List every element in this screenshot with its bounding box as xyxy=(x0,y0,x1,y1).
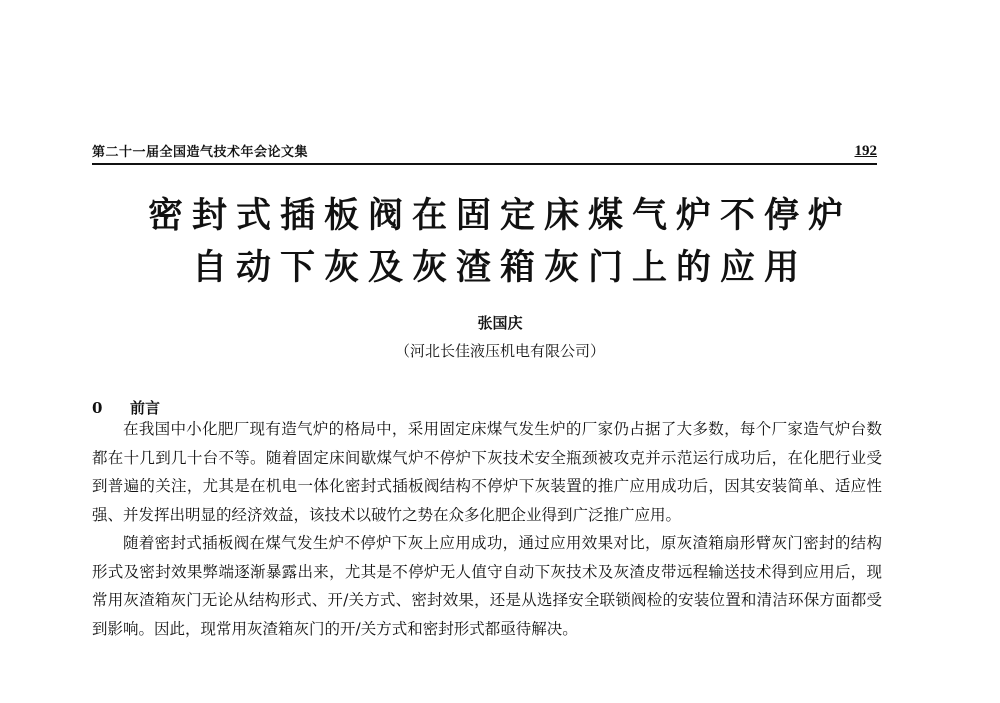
page-number: 192 xyxy=(854,143,877,159)
article-title-line-2: 自动下灰及灰渣箱灰门上的应用 xyxy=(191,248,808,288)
running-header xyxy=(92,141,877,165)
author-name: 张国庆 xyxy=(477,314,523,332)
article-title-line-1: 密封式插板阀在固定床煤气炉不停炉 xyxy=(147,196,852,236)
paragraph: 随着密封式插板阀在煤气发生炉不停炉下灰上应用成功，通过应用效果对比，原灰渣箱扇形臂灰门密封的结构形式及密封效果弊端逐渐暴露出来，尤其是不停炉无人值守自动下灰技术及灰渣皮带远程输送技术得到应用后，现常用灰渣箱灰门无论从结构形式、开/关方式、密封效果，还是从选择安全联锁阀检的安装位置和清洁环保方面都受到影响。因此，现常用灰渣箱灰门的开/关方式和密封形式都亟待解决。 xyxy=(92,534,882,638)
body-text xyxy=(92,415,882,643)
paragraph: 在我国中小化肥厂现有造气炉的格局中，采用固定床煤气发生炉的厂家仍占据了大多数，每个厂家造气炉台数都在十几到几十台不等。随着固定床间歇煤气炉不停炉下灰技术安全瓶颈被攻克并示范运行成功后，在化肥行业受到普遍的关注，尤其是在机电一体化密封式插板阀结构不停炉下灰装置的推广应用成功后，因其安装简单、适应性强、并发挥出明显的经济效益，该技术以破竹之势在众多化肥企业得到广泛推广应用。 xyxy=(92,420,882,524)
section-number: 0 xyxy=(92,399,103,417)
conference-name: 第二十一届全国造气技术年会论文集 xyxy=(92,145,309,160)
section-title: 前言 xyxy=(130,399,161,417)
author-affiliation: （河北长佳液压机电有限公司） xyxy=(394,342,605,360)
